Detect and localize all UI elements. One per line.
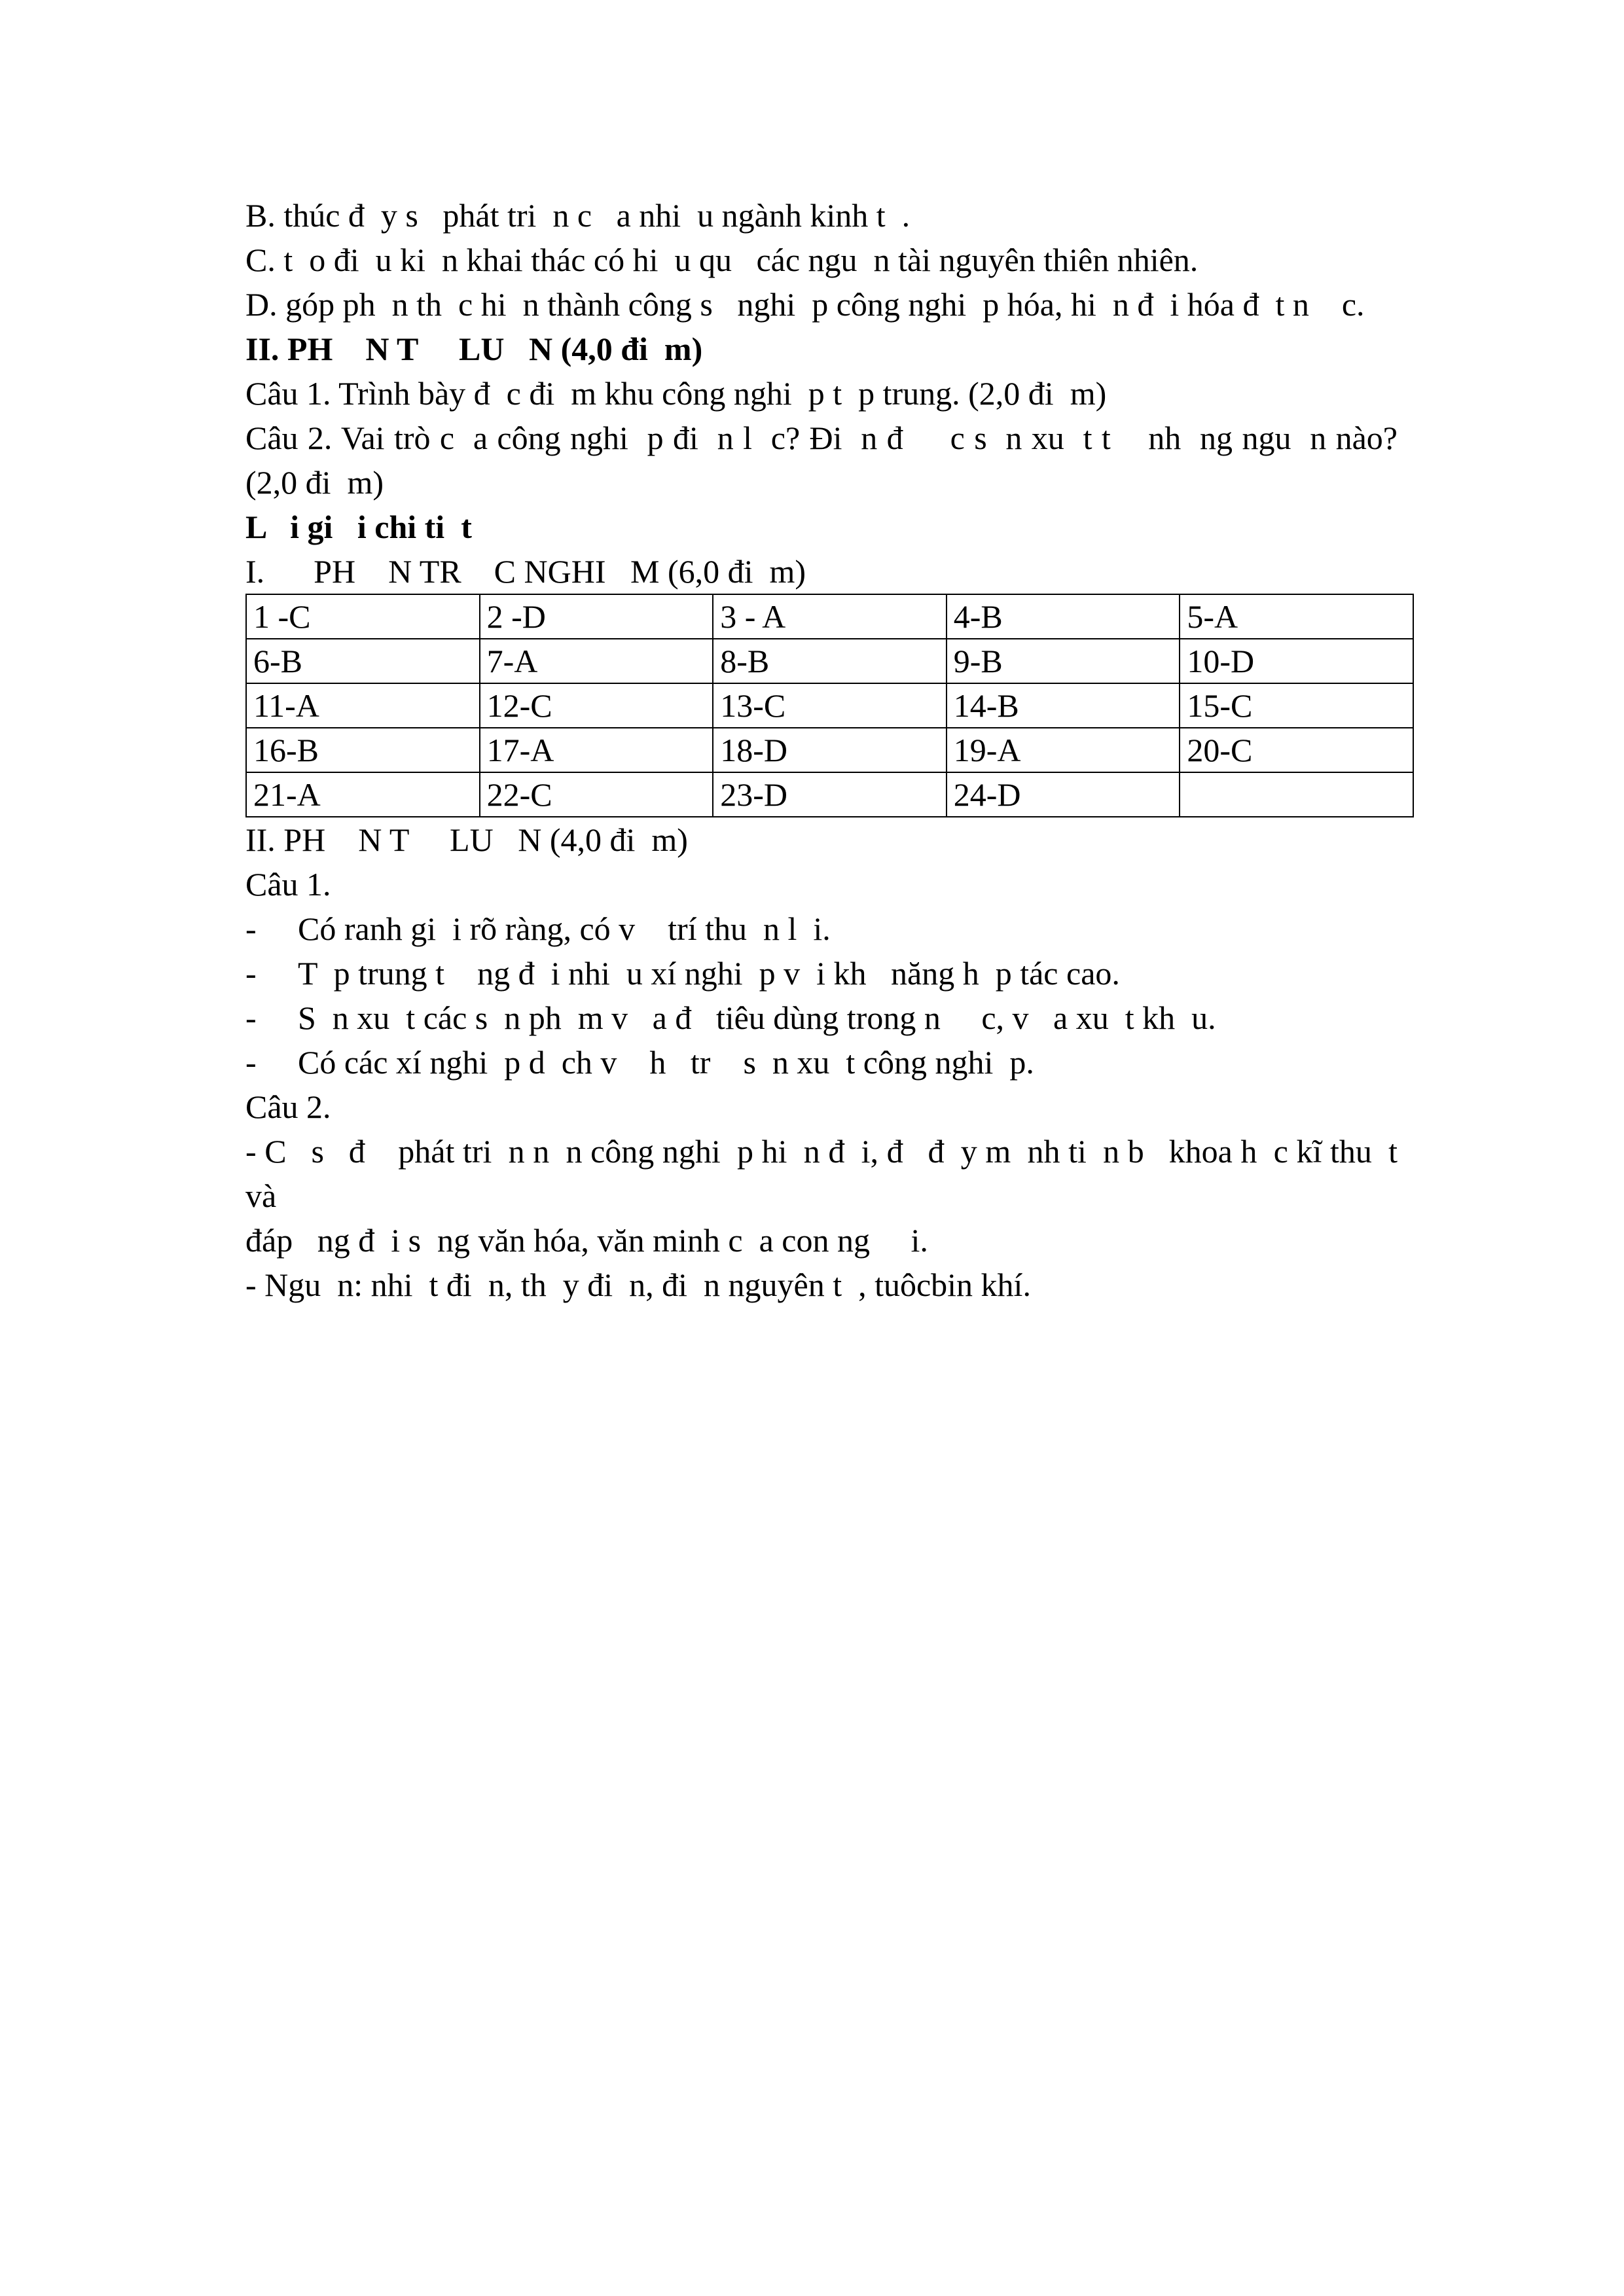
table-row xyxy=(246,594,1413,639)
list-item xyxy=(245,906,1398,951)
cau2-label: Câu 2. xyxy=(245,1088,331,1125)
answer-cell: 22-C xyxy=(480,772,713,817)
answer-cell: 7-A xyxy=(480,639,713,683)
list-item xyxy=(245,951,1398,996)
list-item-text: T p trung t ng đ i nhi u xí nghi p v i kh năng h p tác cao. xyxy=(298,955,1120,992)
list-item-text: Có ranh gi i rõ ràng, có v trí thu n l i. xyxy=(298,910,831,947)
answer-cell: 6-B xyxy=(246,639,480,683)
answer-cell: 2 -D xyxy=(480,594,713,639)
answer-cell: 16-B xyxy=(246,728,480,772)
answer-cell: 21-A xyxy=(246,772,480,817)
list-item xyxy=(245,1040,1398,1085)
answer-cell: 9-B xyxy=(947,639,1180,683)
answer-cell: 17-A xyxy=(480,728,713,772)
question-2: Câu 2. Vai trò c a công nghi p đi n l c? Đi n đ c s n xu t t nh ng ngu n nào? (2,0 đi m) xyxy=(245,420,1406,501)
option-c: C. t o đi u ki n khai thác có hi u qu các ngu n tài nguyên thiên nhiên. xyxy=(245,242,1199,278)
answer-cell: 3 - A xyxy=(713,594,947,639)
table-row xyxy=(246,728,1413,772)
answer-cell: 15-C xyxy=(1180,683,1413,728)
answer-cell: 20-C xyxy=(1180,728,1413,772)
table-row xyxy=(246,772,1413,817)
answer-cell: 4-B xyxy=(947,594,1180,639)
table-row xyxy=(246,683,1413,728)
list-item xyxy=(245,996,1398,1040)
answer-cell: 12-C xyxy=(480,683,713,728)
part1-heading: I. PH N TR C NGHI M (6,0 đi m) xyxy=(245,553,806,590)
solution-heading: L i gi i chi ti t xyxy=(245,509,472,545)
option-d: D. góp ph n th c hi n thành công s nghi p công nghi p hóa, hi n đ i hóa đ t n c. xyxy=(245,286,1365,323)
bullet-dash: - xyxy=(245,955,257,992)
answer-cell: 23-D xyxy=(713,772,947,817)
answer-table xyxy=(245,594,1414,817)
cau2-line-1: - C s đ phát tri n n n công nghi p hi n đ i, đ đ y m nh ti n b khoa h c kĩ thu t và xyxy=(245,1133,1406,1214)
answer-cell: 24-D xyxy=(947,772,1180,817)
answer-cell: 10-D xyxy=(1180,639,1413,683)
list-item-text: S n xu t các s n ph m v a đ tiêu dùng trong n c, v a xu t kh u. xyxy=(298,999,1216,1036)
answer-cell xyxy=(1180,772,1413,817)
cau2-line-2: đáp ng đ i s ng văn hóa, văn minh c a con ng i. xyxy=(245,1222,928,1259)
bullet-dash: - xyxy=(245,910,257,947)
answer-cell: 11-A xyxy=(246,683,480,728)
cau2-line-3: - Ngu n: nhi t đi n, th y đi n, đi n nguyên t , tuôcbin khí. xyxy=(245,1266,1031,1303)
answer-cell: 14-B xyxy=(947,683,1180,728)
answer-cell: 18-D xyxy=(713,728,947,772)
answer-cell: 19-A xyxy=(947,728,1180,772)
cau1-label: Câu 1. xyxy=(245,866,331,903)
answer-cell: 13-C xyxy=(713,683,947,728)
document-page xyxy=(245,193,1406,1307)
answer-cell: 5-A xyxy=(1180,594,1413,639)
part2-heading: II. PH N T LU N (4,0 đi m) xyxy=(245,331,703,367)
question-1: Câu 1. Trình bày đ c đi m khu công nghi p t p trung. (2,0 đi m) xyxy=(245,375,1107,412)
option-b: B. thúc đ y s phát tri n c a nhi u ngành kinh t . xyxy=(245,197,911,234)
bullet-dash: - xyxy=(245,1044,257,1081)
part2-answer-heading: II. PH N T LU N (4,0 đi m) xyxy=(245,821,688,858)
table-row xyxy=(246,639,1413,683)
answer-cell: 8-B xyxy=(713,639,947,683)
list-item-text: Có các xí nghi p d ch v h tr s n xu t công nghi p. xyxy=(298,1044,1034,1081)
bullet-dash: - xyxy=(245,999,257,1036)
answer-cell: 1 -C xyxy=(246,594,480,639)
